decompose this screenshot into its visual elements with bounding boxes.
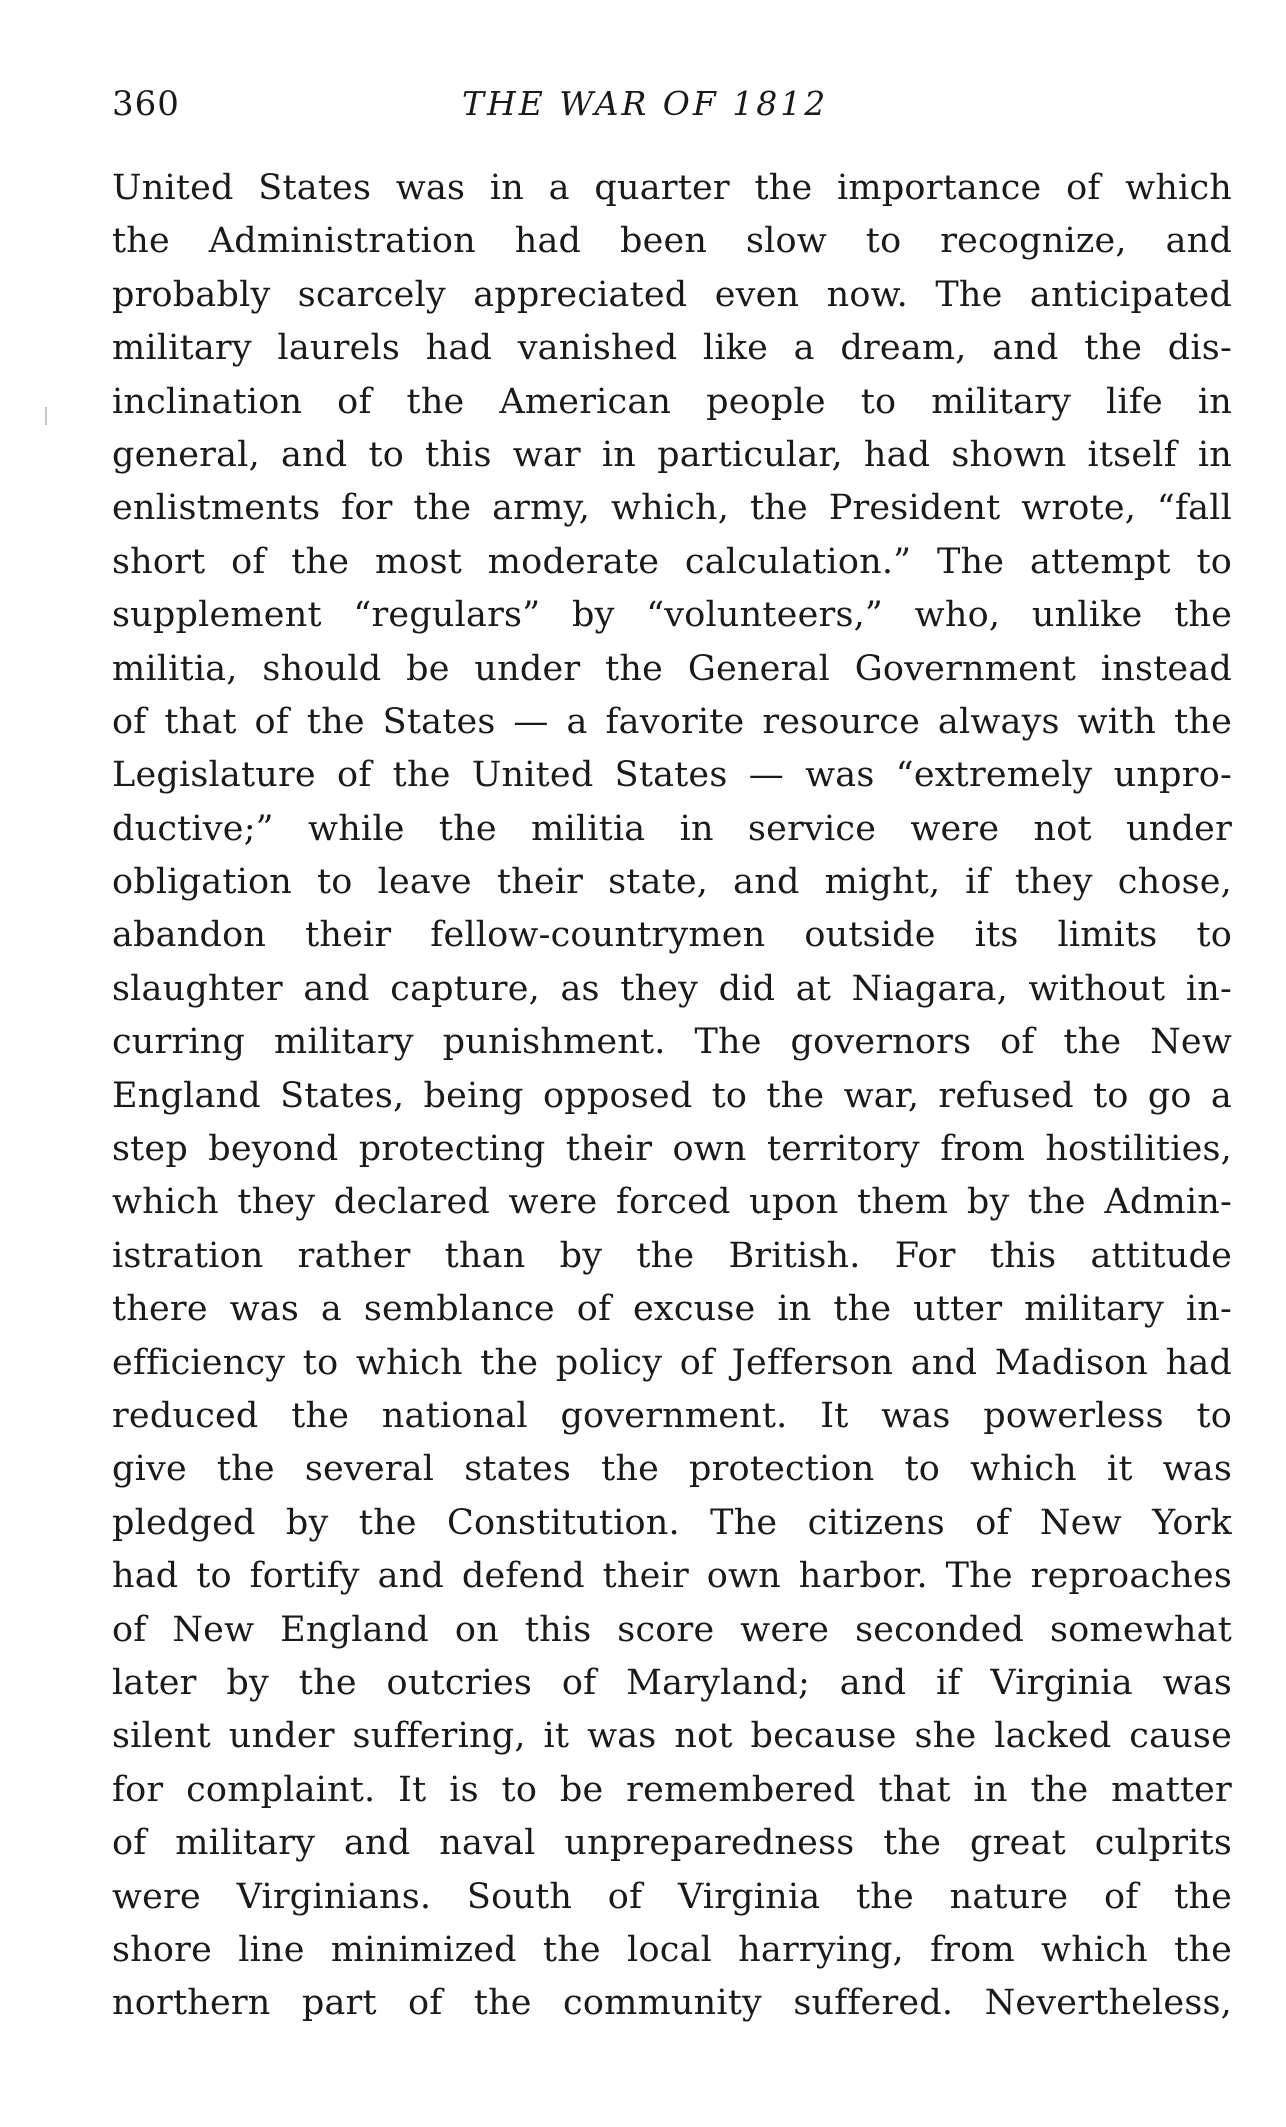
text-line: general, and to this war in particular, had shown itself in: [112, 434, 1232, 475]
text-line: which they declared were forced upon them by the Admin-: [112, 1182, 1232, 1223]
text-line: istration rather than by the British. For this attitude: [112, 1235, 1232, 1276]
text-line: pledged by the Constitution. The citizens of New York: [112, 1502, 1232, 1543]
text-line: step beyond protecting their own territory from hostilities,: [112, 1129, 1232, 1170]
text-line: silent under suffering, it was not because she lacked cause: [112, 1716, 1232, 1757]
text-line: later by the outcries of Maryland; and if Virginia was: [112, 1662, 1232, 1703]
text-line: the Administration had been slow to recognize, and: [112, 221, 1232, 262]
running-head: [112, 84, 1232, 134]
text-line: reduced the national government. It was powerless to: [112, 1395, 1232, 1436]
text-line: were Virginians. South of Virginia the nature of the: [112, 1876, 1232, 1917]
text-line: of military and naval unpreparedness the great culprits: [112, 1823, 1232, 1864]
text-line: shore line minimized the local harrying, from which the: [112, 1929, 1232, 1970]
text-line: United States was in a quarter the importance of which: [112, 168, 1232, 208]
running-title: THE WAR OF 1812: [462, 84, 829, 123]
text-line: of that of the States — a favorite resource always with the: [112, 701, 1232, 742]
text-line: short of the most moderate calculation.” The attempt to: [112, 541, 1232, 582]
text-line: supplement “regulars” by “volunteers,” who, unlike the: [112, 595, 1232, 636]
text-line: inclination of the American people to military life in: [112, 381, 1232, 422]
text-line: militia, should be under the General Government instead: [112, 648, 1232, 689]
text-line: Legislature of the United States — was “extremely unpro-: [112, 755, 1232, 796]
margin-mark: [45, 407, 47, 425]
body-text: [112, 162, 1232, 2031]
text-line: ductive;” while the militia in service were not under: [112, 808, 1232, 849]
text-line: England States, being opposed to the war, refused to go a: [112, 1075, 1232, 1116]
text-line: had to fortify and defend their own harbor. The reproaches: [112, 1556, 1232, 1597]
text-line: curring military punishment. The governors of the New: [112, 1022, 1232, 1063]
text-line: for complaint. It is to be remembered that in the matter: [112, 1769, 1232, 1810]
text-line: northern part of the community suffered. Nevertheless,: [112, 1983, 1232, 2024]
text-line: slaughter and capture, as they did at Niagara, without in-: [112, 968, 1232, 1009]
text-line: efficiency to which the policy of Jefferson and Madison had: [112, 1342, 1232, 1383]
text-line: enlistments for the army, which, the President wrote, “fall: [112, 488, 1232, 529]
text-line: give the several states the protection to which it was: [112, 1449, 1232, 1490]
text-line: probably scarcely appreciated even now. The anticipated: [112, 274, 1232, 315]
text-line: obligation to leave their state, and might, if they chose,: [112, 862, 1232, 903]
text-line: there was a semblance of excuse in the utter military in-: [112, 1289, 1232, 1330]
text-line: military laurels had vanished like a dream, and the dis-: [112, 328, 1232, 369]
text-line: of New England on this score were seconded somewhat: [112, 1609, 1232, 1650]
page-number: 360: [112, 84, 180, 124]
text-line: abandon their fellow-countrymen outside its limits to: [112, 915, 1232, 956]
